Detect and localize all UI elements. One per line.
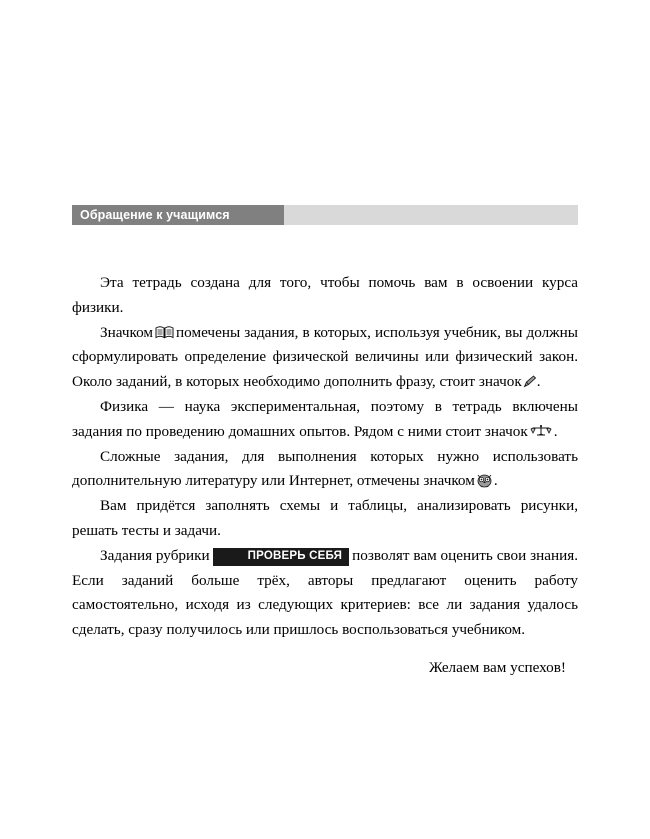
paragraph-experiment-text-a: Физика — наука экспериментальная, поэтому в тетрадь включены задания по проведению домашних опытов. Рядом с ними стоит значок bbox=[72, 397, 578, 440]
open-book-icon bbox=[155, 326, 174, 339]
paragraph-intro bbox=[72, 271, 578, 320]
section-heading-bar bbox=[72, 205, 578, 225]
paragraph-advanced-text-b: . bbox=[493, 472, 498, 490]
paragraph-intro-text: Эта тетрадь создана для того, чтобы помочь вам в освоении курса физики. bbox=[72, 274, 578, 316]
page-title: Обращение к учащимся bbox=[80, 208, 230, 222]
paragraph-tasks bbox=[72, 494, 578, 543]
page-content bbox=[72, 205, 578, 681]
paragraph-experiment-text-b: . bbox=[553, 422, 558, 440]
paragraph-selfcheck-text-b: позволят вам оценить свои знания. Если заданий больше трёх, авторы предлагают оценить работу самостоятельно, исходя из следующих критериев: все ли задания удалось сделать, сразу получилось или пришлось воспользоваться учебником. bbox=[72, 547, 578, 638]
pencil-icon bbox=[523, 375, 536, 388]
paragraph-book-text-a: Значком bbox=[100, 323, 154, 341]
closing-line: Желаем вам успехов! bbox=[428, 659, 566, 677]
paragraph-tasks-text: Вам придётся заполнять схемы и таблицы, анализировать рисунки, решать тесты и задачи. bbox=[72, 497, 578, 539]
paragraph-advanced-text-a: Сложные задания, для выполнения которых нужно использовать дополнительную литературу или Интернет, отмечены значком bbox=[72, 447, 578, 490]
paragraph-selfcheck bbox=[72, 544, 578, 642]
paragraph-book bbox=[72, 321, 578, 395]
paragraph-advanced bbox=[72, 445, 578, 494]
balance-scales-icon bbox=[530, 424, 552, 439]
paragraph-book-text-b: помечены задания, в которых, используя учебник, вы должны сформулировать определение физической величины или физический закон. Около заданий, в которых необходимо дополнить фразу, стоит значок bbox=[72, 323, 578, 390]
paragraph-selfcheck-text-a: Задания рубрики bbox=[100, 547, 210, 565]
paragraph-book-text-c: . bbox=[536, 372, 541, 390]
paragraph-experiment bbox=[72, 395, 578, 444]
status-badge: ПРОВЕРЬ СЕБЯ bbox=[213, 548, 349, 566]
owl-icon bbox=[476, 473, 493, 488]
